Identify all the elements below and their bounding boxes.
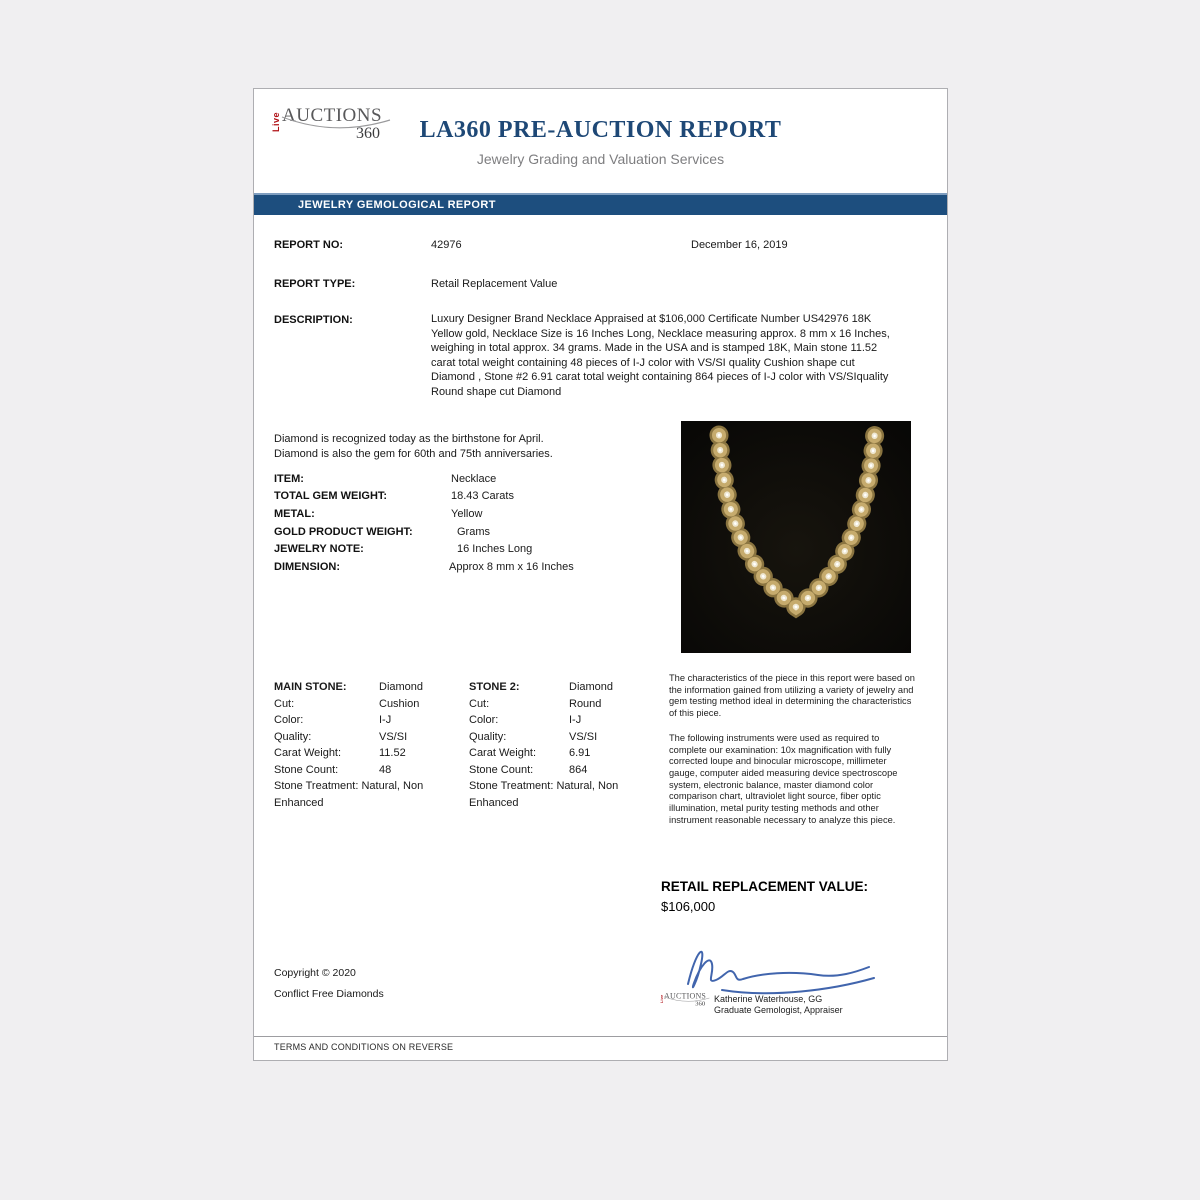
copyright-text: Copyright © 2020 [274,967,356,979]
jewelry-note-label: JEWELRY NOTE: [274,543,364,555]
main-stone-color-row [274,712,466,729]
color-label: Color: [469,714,499,726]
main-stone-type: Diamond [379,681,424,693]
dimension-label: DIMENSION: [274,561,340,573]
cut-label: Cut: [469,697,490,710]
report-no-label: REPORT NO: [274,239,344,251]
main-stone-carat-row [274,745,466,762]
stone-count-value: 864 [569,763,588,776]
main-stone-cut-row [274,696,466,713]
quality-label: Quality: [274,730,312,743]
terms-footer [254,1036,947,1052]
report-subtitle: Jewelry Grading and Valuation Services [476,151,725,167]
report-type-value: Retail Replacement Value [431,278,558,290]
main-stone-treatment-row [274,778,466,811]
banner-title: JEWELRY GEMOLOGICAL REPORT [298,199,496,211]
report-document [253,88,948,1061]
description-text: Luxury Designer Brand Necklace Appraised at $106,000 Certificate Number US42976 18K Yellow gold, Necklace Size is 16 Inches Long, Necklace measuring approx. 8 mm x 16 Inches, weighing in total approx. 34 grams. Made in the USA and is stamped 18K, Main stone 11.52 carat total weight containing 48 pieces of I-J color with VS/SI quality Cushion shape cut Diamond , Stone #2 6.91 carat total weight containing 864 pieces of I-J color with VS/SIquality Round shape cut Diamond [431,313,890,398]
stone2-carat-row [469,745,654,762]
signature-brand-logo [659,990,718,1013]
color-value: I-J [569,714,582,726]
main-stone-header [274,679,466,696]
main-stone-section [274,679,466,811]
appraiser-name: Katherine Waterhouse, GG [714,994,823,1004]
stone-count-label: Stone Count: [469,763,534,776]
carat-weight-value: 11.52 [379,747,406,759]
stone-treatment-value: Natural, Non Enhanced [469,780,619,809]
total-gem-weight-value: 18.43 Carats [451,490,514,502]
stone2-type: Diamond [569,681,614,693]
stone-treatment-label: Stone Treatment: [274,780,359,792]
jewelry-note-value: 16 Inches Long [457,543,533,555]
main-stone-label: MAIN STONE: [274,681,347,693]
stone2-color-row [469,712,654,729]
stone2-section [469,679,654,811]
stone2-count-row [469,762,654,779]
total-gem-weight-label: TOTAL GEM WEIGHT: [274,490,388,502]
methodology-para2: The following instruments were used as required to complete our examination: 10x magnification with fully corrected loupe and binocular microscope, millimeter gauge, computer aided measuring device spectroscope system, electronic balance, master diamond color comparison chart, ultraviolet light source, fiber optic illumination, metal purity testing methods and other instrument reasonable necessary to analyze this piece. [669,732,898,825]
item-label: ITEM: [274,473,304,485]
report-title: LA360 PRE-AUCTION REPORT [419,117,782,143]
conflict-free-text: Conflict Free Diamonds [274,988,384,1000]
logo-360-text: 360 [356,125,380,142]
gold-product-weight-value: Grams [457,526,490,538]
logo-auctions-text: AUCTIONS [282,105,383,126]
dimension-value: Approx 8 mm x 16 Inches [449,561,574,573]
stone2-treatment-row [469,778,654,811]
color-value: I-J [379,714,392,726]
terms-text: TERMS AND CONDITIONS ON REVERSE [274,1042,454,1052]
retail-value-amount: $106,000 [661,899,716,914]
appraiser-identity [714,994,843,1016]
stone-count-label: Stone Count: [274,763,339,776]
quality-value: VS/SI [569,730,598,743]
metal-label: METAL: [274,508,315,520]
stone2-label: STONE 2: [469,681,520,693]
description-label: DESCRIPTION: [274,314,353,326]
gold-product-weight-label: GOLD PRODUCT WEIGHT: [274,526,413,538]
color-label: Color: [274,714,304,726]
carat-weight-label: Carat Weight: [274,747,342,759]
logo-live-text: Live [659,994,664,1004]
gem-note-line1: Diamond is recognized today as the birthstone for April. [274,433,544,445]
gem-note-line2: Diamond is also the gem for 60th and 75th anniversaries. [274,448,553,460]
stone-count-value: 48 [379,763,392,776]
cut-value: Round [569,697,602,710]
logo-live-text: Live [271,111,282,133]
methodology-para1: The characteristics of the piece in this report were based on the information gained from utilizing a variety of jewelry and gem testing method ideal in determining the characteristics of this piece. [669,673,915,719]
stone-treatment-value: Natural, Non Enhanced [274,780,424,809]
carat-weight-label: Carat Weight: [469,747,537,759]
retail-value-label: RETAIL REPLACEMENT VALUE: [661,879,869,894]
logo-360-text: 360 [695,1000,706,1008]
logo-auctions-text: AUCTIONS [664,991,707,1001]
main-stone-count-row [274,762,466,779]
stone2-quality-row [469,729,654,746]
stone2-header [469,679,654,696]
methodology-text [669,673,915,826]
cut-value: Cushion [379,697,420,710]
section-banner [254,193,947,215]
stone-treatment-label: Stone Treatment: [469,780,554,792]
quality-label: Quality: [469,730,507,743]
item-value: Necklace [451,473,497,485]
quality-value: VS/SI [379,730,408,743]
necklace-photo [681,421,911,653]
stone2-cut-row [469,696,654,713]
report-type-label: REPORT TYPE: [274,278,356,290]
report-date: December 16, 2019 [691,239,788,251]
appraiser-title: Graduate Gemologist, Appraiser [714,1005,843,1015]
report-no-value: 42976 [431,239,462,251]
metal-value: Yellow [451,508,483,520]
main-stone-quality-row [274,729,466,746]
cut-label: Cut: [274,697,295,710]
necklace-illustration [681,421,911,653]
gem-note [274,432,553,462]
carat-weight-value: 6.91 [569,747,591,759]
